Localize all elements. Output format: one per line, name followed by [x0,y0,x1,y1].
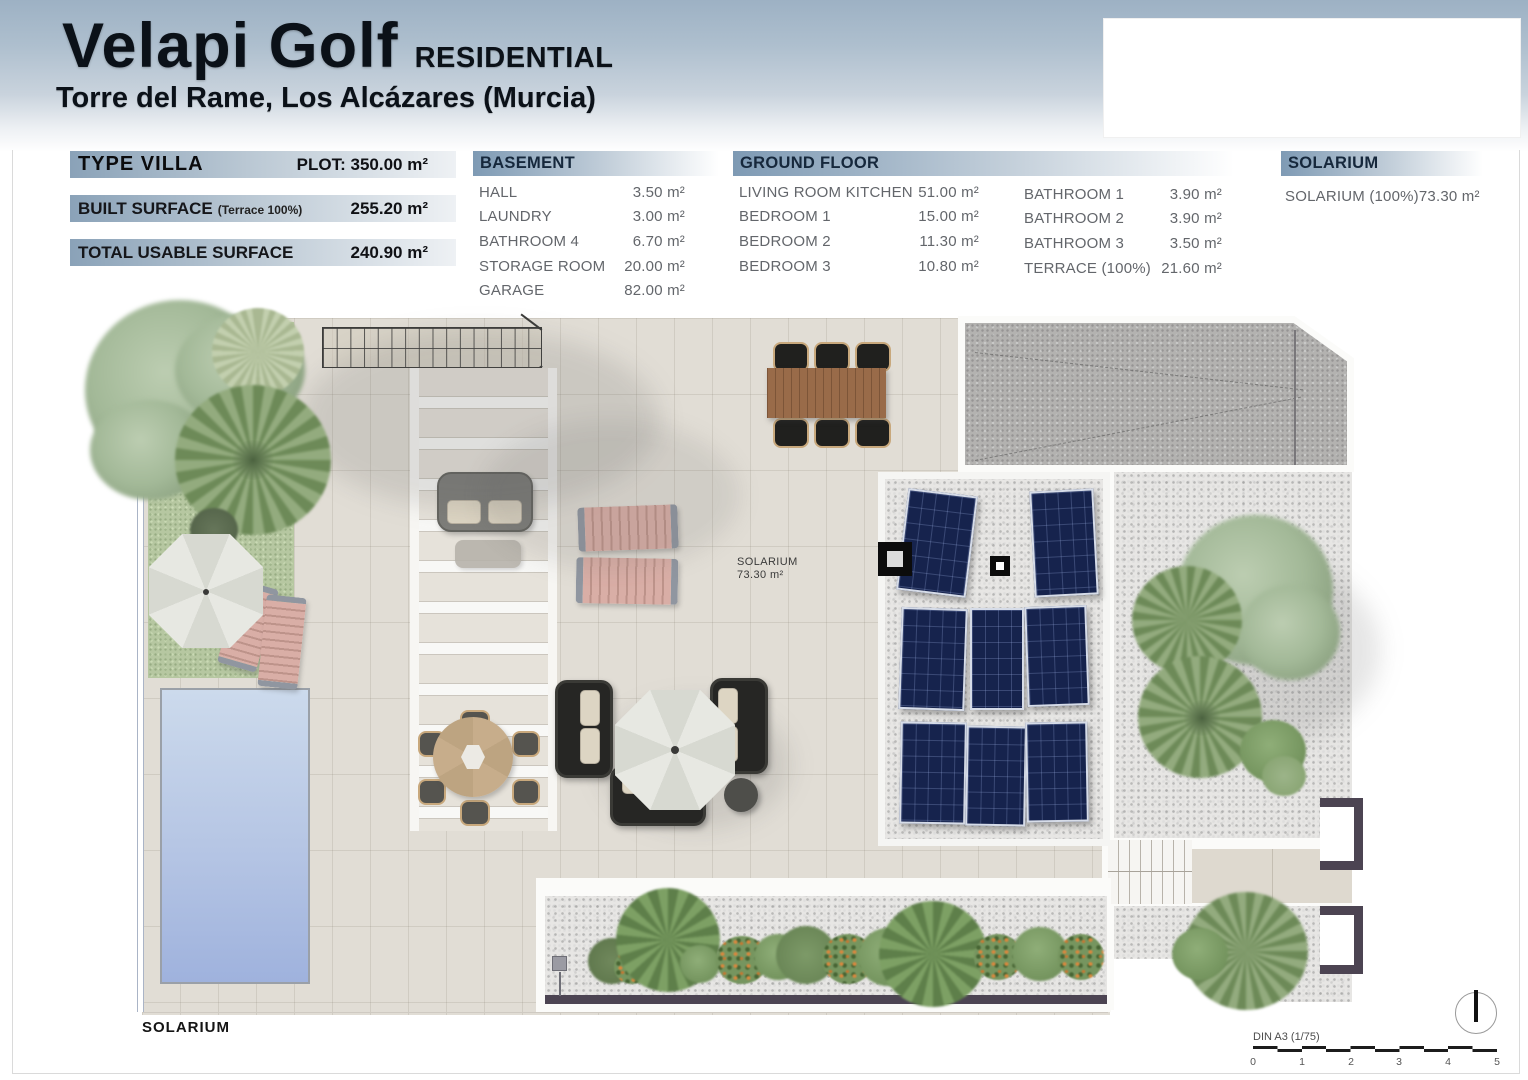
project-title-suffix: RESIDENTIAL [414,42,614,74]
row-value: 51.00 m² [918,183,979,201]
row-label: STORAGE ROOM [479,257,606,275]
row-label: BATHROOM 3 [1024,234,1125,252]
table-row [1024,182,1222,207]
scale-tick: 3 [1396,1056,1402,1068]
table-row [479,278,685,303]
palm-core [1182,700,1222,736]
row-label: BATHROOM 4 [479,232,580,250]
project-title-block [56,10,614,115]
solar-panel [1025,721,1089,822]
row-label: LIVING ROOM KITCHEN [739,183,913,201]
scale-tick: 4 [1445,1056,1451,1068]
solar-panel [898,607,968,711]
row-label: GARAGE [479,282,545,300]
table-row [739,180,979,205]
page-frame-right [1519,150,1520,1074]
row-label: BEDROOM 1 [739,208,831,226]
table-row [479,254,685,279]
ground-floor-table-col2 [1024,182,1222,280]
built-surface-label: BUILT SURFACE [78,198,213,218]
summary-type-bar [70,151,456,178]
solar-panel [965,725,1027,826]
row-value: 73.30 m² [1418,187,1480,205]
sofa-cushion [580,728,600,764]
table-row [479,205,685,230]
table-row [739,205,979,230]
solar-panel [970,608,1024,710]
logo-placeholder [1103,18,1521,138]
room-area: 73.30 m² [737,569,784,581]
plan-edge [142,1012,1108,1013]
parasol-hub [671,746,679,754]
row-label: BEDROOM 3 [739,257,831,275]
solarium-table-header: SOLARIUM [1281,151,1483,176]
summary-usable-bar [70,239,456,266]
gate-opening [1320,798,1363,870]
garden-lamp [552,956,567,971]
page-frame-bottom [12,1073,1520,1074]
scale-bar [1253,1049,1497,1052]
pine-tree [879,901,987,1007]
row-label: SOLARIUM (100%) [1285,187,1419,205]
room-label [737,556,798,582]
staircase [1108,840,1192,904]
dining-chair [814,418,850,448]
scale-tick: 1 [1299,1056,1305,1068]
dining-chair [460,800,490,826]
tree-shadow [480,420,740,570]
floor-caption: SOLARIUM [142,1019,230,1036]
row-label: LAUNDRY [479,208,552,226]
row-value: 15.00 m² [918,208,979,226]
dining-chair [512,731,540,757]
dining-chair [512,779,540,805]
row-value: 21.60 m² [1161,259,1222,277]
bush [1262,756,1306,796]
row-label: TERRACE (100%) [1024,259,1151,277]
lamp-post [559,972,561,996]
north-arrow-needle [1474,990,1478,1022]
row-label: BATHROOM 2 [1024,210,1125,228]
summary-built-bar [70,195,456,222]
page-frame-left [12,150,13,1074]
table-row [739,229,979,254]
row-value: 10.80 m² [918,257,979,275]
basement-table-header: BASEMENT [473,151,719,176]
row-value: 3.90 m² [1169,210,1222,228]
table-row [479,229,685,254]
table-row [739,254,979,279]
tree [1240,585,1340,680]
row-value: 20.00 m² [624,257,685,275]
project-title: Velapi Golf [62,11,399,81]
palm-core [230,440,276,480]
yucca-plant [212,308,304,396]
table-row [1285,184,1480,209]
row-value: 11.30 m² [919,232,979,250]
table-row [1024,256,1222,281]
bush [680,945,720,983]
row-value: 3.50 m² [1169,234,1222,252]
usable-surface-value: 240.90 m² [350,242,428,262]
row-value: 3.00 m² [632,208,685,226]
concrete-terrace [965,323,1347,465]
gate-opening [1320,906,1363,974]
usable-surface-label: TOTAL USABLE SURFACE [78,242,294,262]
row-label: HALL [479,183,518,201]
plot-value: PLOT: 350.00 m² [296,154,428,174]
scale-tick: 0 [1250,1056,1256,1068]
table-row [1024,231,1222,256]
ground-floor-table-header: GROUND FLOOR [733,151,1234,176]
solar-panel [1029,488,1098,597]
sofa-cushion [580,690,600,726]
solar-panel [899,721,967,824]
scale-tick: 2 [1348,1056,1354,1068]
roof-vent [990,556,1010,576]
solarium-table [1285,184,1480,209]
walkway-joint [1272,849,1273,903]
built-surface-value: 255.20 m² [350,198,428,218]
table-row [1024,207,1222,232]
side-table [724,778,758,812]
row-value: 3.90 m² [1169,185,1222,203]
solar-panel [1024,605,1089,707]
umbrella-hub [203,589,209,595]
scale-tick: 5 [1494,1056,1500,1068]
stair-rail [1108,871,1192,872]
table-row [479,180,685,205]
berry-bush [1058,934,1104,980]
type-villa-label: TYPE VILLA [78,153,204,175]
dining-chair [855,418,891,448]
row-label: BEDROOM 2 [739,232,831,250]
row-label: BATHROOM 1 [1024,185,1125,203]
row-value: 3.50 m² [632,183,685,201]
dining-chair [773,418,809,448]
built-surface-note: (Terrace 100%) [217,202,303,217]
swimming-pool [160,688,310,984]
boundary-wall-dark [545,995,1107,1004]
dining-table [767,368,886,418]
project-location: Torre del Rame, Los Alcázares (Murcia) [56,82,596,114]
ground-floor-table-col1 [739,180,979,278]
bush [1172,928,1228,980]
room-name: SOLARIUM [737,556,798,568]
roof-hatch [878,542,912,576]
row-value: 6.70 m² [632,232,685,250]
row-value: 82.00 m² [624,282,685,300]
scale-label: DIN A3 (1/75) [1253,1031,1320,1043]
basement-table [479,180,685,303]
